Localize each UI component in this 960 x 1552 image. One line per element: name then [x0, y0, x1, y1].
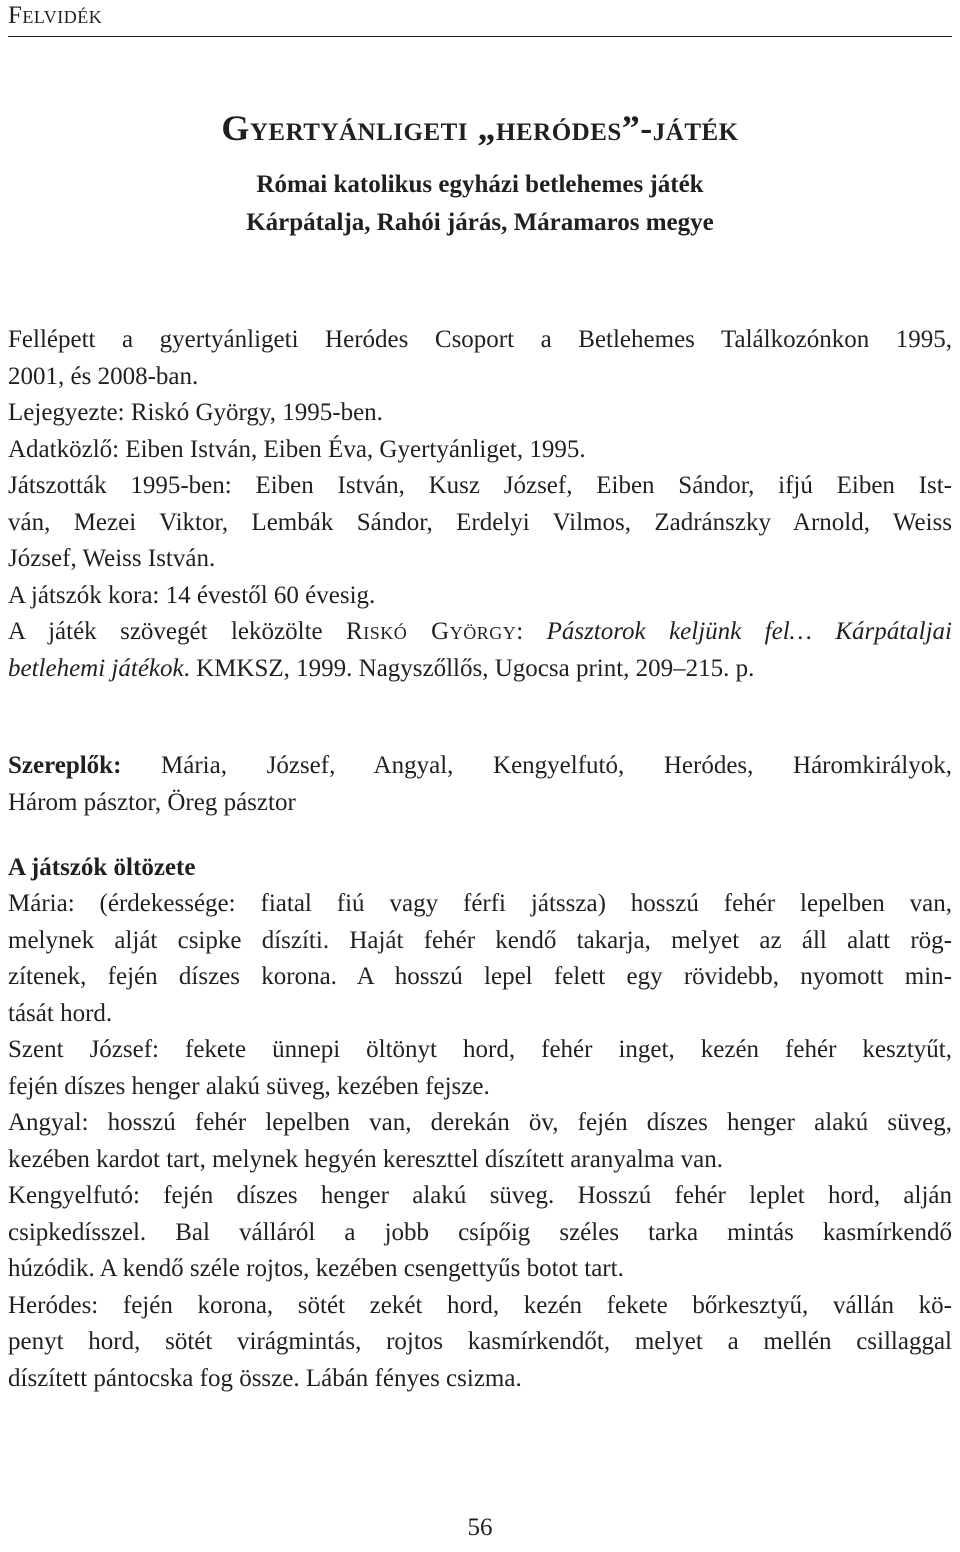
- costume-line: melynek alját csipke díszíti. Haját fehér kendő takarja, melyet az áll alatt rög-: [8, 926, 952, 954]
- costume-line: fején díszes henger alakú süveg, kezében fejsze.: [8, 1072, 490, 1100]
- subtitle-genre: Római katolikus egyházi betlehemes játék: [256, 171, 704, 198]
- citation-author: Riskó György: [346, 618, 517, 645]
- info-line: József, Weiss István.: [8, 545, 216, 572]
- info-line: Játszották 1995-ben: Eiben István, Kusz József, Eiben Sándor, ifjú Eiben Ist-: [8, 472, 952, 499]
- citation-line: [8, 651, 952, 688]
- page-title: Gyertyánligeti „heródes”-játék: [221, 108, 739, 148]
- costume-line: Heródes: fején korona, sötét zekét hord, kezén fekete bőrkesztyű, vállán kö-: [8, 1291, 952, 1319]
- citation-colon: :: [516, 618, 547, 645]
- section-heading-costumes: A játszók öltözete: [8, 854, 196, 881]
- costume-line: Kengyelfutó: fején díszes henger alakú süveg. Hosszú fehér leplet hord, alján: [8, 1182, 952, 1209]
- costume-line: kezében kardot tart, melynek hegyén kereszttel díszített aranyalma van.: [8, 1145, 723, 1173]
- citation-prefix: A játék szövegét leközölte: [8, 618, 347, 645]
- page-number: 56: [467, 1514, 493, 1541]
- costume-line: tását hord.: [8, 999, 113, 1027]
- cast-block: [8, 748, 952, 821]
- costume-line: Mária: (érdekessége: fiatal fiú vagy férfi játssza) hosszú fehér lepelben van,: [8, 890, 952, 917]
- costume-line: penyt hord, sötét virágmintás, rojtos kasmírkendőt, melyet a mellén csillaggal: [8, 1328, 952, 1355]
- cast-list: Mária, József, Angyal, Kengyelfutó, Heródes, Háromkirályok,: [121, 752, 952, 779]
- info-line: ván, Mezei Viktor, Lembák Sándor, Erdelyi Vilmos, Zadránszky Arnold, Weiss: [8, 508, 952, 536]
- info-line: Fellépett a gyertyánligeti Heródes Csoport a Betlehemes Találkozónkon 1995,: [8, 326, 952, 353]
- costume-line: Szent József: fekete ünnepi öltönyt hord, fehér inget, kezén fehér kesztyűt,: [8, 1036, 952, 1063]
- costume-line: Angyal: hosszú fehér lepelben van, derekán öv, fején díszes henger alakú süveg,: [8, 1109, 952, 1136]
- running-header: Felvidék: [8, 2, 103, 29]
- costume-line: húzódik. A kendő széle rojtos, kezében csengettyűs botot tart.: [8, 1255, 624, 1282]
- info-line: Lejegyezte: Riskó György, 1995-ben.: [8, 399, 383, 426]
- info-line: Adatközlő: Eiben István, Eiben Éva, Gyertyánliget, 1995.: [8, 435, 586, 463]
- cast-line: [8, 748, 952, 785]
- costume-line: díszített pántocska fog össze. Lábán fényes csizma.: [8, 1364, 522, 1392]
- info-line: 2001, és 2008-ban.: [8, 362, 199, 390]
- costume-line: csipkedísszel. Bal válláról a jobb csípőig széles tarka mintás kasmírkendő: [8, 1218, 952, 1246]
- subtitle-location: Kárpátalja, Rahói járás, Máramaros megye: [246, 209, 714, 236]
- costume-block: [8, 886, 952, 1397]
- citation-publisher: . KMKSZ, 1999. Nagyszőllős, Ugocsa print, 209–215. p.: [183, 654, 755, 682]
- costume-line: zítenek, fején díszes korona. A hosszú lepel felett egy rövidebb, nyomott min-: [8, 963, 952, 990]
- cast-line: Három pásztor, Öreg pásztor: [8, 788, 296, 816]
- citation-title-cont: betlehemi játékok: [8, 654, 184, 682]
- info-line: A játszók kora: 14 évestől 60 évesig.: [8, 581, 376, 609]
- citation-title: Pásztorok keljünk fel… Kárpátaljai: [546, 618, 952, 645]
- citation-line: [8, 614, 952, 651]
- header-rule: [8, 36, 952, 37]
- cast-label: Szereplők:: [8, 752, 122, 779]
- info-block: [8, 322, 952, 687]
